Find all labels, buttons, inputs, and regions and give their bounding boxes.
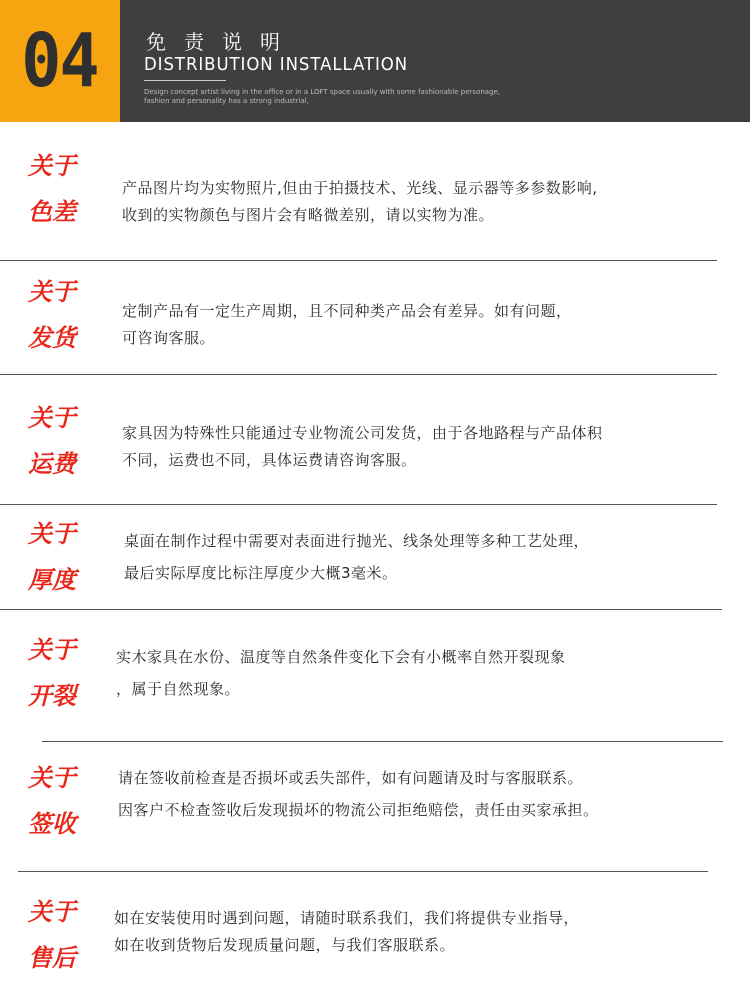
label-color-difference (28, 152, 76, 226)
text-line: 因客户不检查签收后发现损坏的物流公司拒绝赔偿，责任由买家承担。 (118, 801, 599, 819)
label-prefix: 关于 (28, 763, 76, 792)
label-cracking (28, 636, 76, 710)
text-color-difference (122, 175, 598, 229)
text-line: 如在收到货物后发现质量问题，与我们客服联系。 (114, 936, 456, 954)
text-receipt (118, 762, 599, 826)
label-shipping (28, 278, 76, 352)
title-description (144, 88, 614, 106)
text-line: 实木家具在水份、温度等自然条件变化下会有小概率自然开裂现象 (116, 648, 566, 666)
label-prefix: 关于 (28, 635, 76, 664)
text-line: 家具因为特殊性只能通过专业物流公司发货，由于各地路程与产品体积 (122, 424, 603, 442)
text-line: 产品图片均为实物照片,但由于拍摄技术、光线、显示器等多参数影响, (122, 179, 598, 197)
title-chinese: 免责说明 (146, 30, 298, 54)
label-topic: 售后 (28, 943, 76, 972)
label-prefix: 关于 (28, 403, 76, 432)
title-underline (144, 80, 226, 81)
label-prefix: 关于 (28, 519, 76, 548)
description-line-1: Design concept artist living in the office or in a LOFT space usually with some fashionable personage, (144, 88, 501, 96)
text-line: 不同，运费也不同，具体运费请咨询客服。 (122, 451, 417, 469)
label-topic: 运费 (28, 449, 76, 478)
label-prefix: 关于 (28, 897, 76, 926)
text-line: 最后实际厚度比标注厚度少大概3毫米。 (124, 564, 398, 582)
text-line: 定制产品有一定生产周期，且不同种类产品会有差异。如有问题， (122, 302, 572, 320)
label-freight (28, 404, 76, 478)
label-prefix: 关于 (28, 277, 76, 306)
label-topic: 厚度 (28, 565, 76, 594)
header-banner (0, 0, 750, 122)
label-topic: 色差 (28, 197, 76, 226)
divider (0, 374, 717, 375)
text-line: 如在安装使用时遇到问题，请随时联系我们，我们将提供专业指导， (114, 909, 580, 927)
divider (0, 609, 722, 610)
label-topic: 签收 (28, 809, 76, 838)
label-topic: 开裂 (28, 681, 76, 710)
text-line: ，属于自然现象。 (116, 680, 241, 698)
text-after-sales (114, 905, 579, 959)
text-shipping (122, 298, 572, 352)
label-receipt (28, 764, 76, 838)
text-line: 桌面在制作过程中需要对表面进行抛光、线条处理等多种工艺处理， (124, 532, 590, 550)
label-prefix: 关于 (28, 151, 76, 180)
text-cracking (116, 641, 566, 705)
label-thickness (28, 520, 76, 594)
section-number-box (0, 0, 120, 122)
divider (0, 504, 717, 505)
divider (18, 871, 708, 872)
label-topic: 发货 (28, 323, 76, 352)
title-english: DISTRIBUTION INSTALLATION (144, 54, 409, 75)
text-line: 收到的实物颜色与图片会有略微差别，请以实物为准。 (122, 206, 495, 224)
text-thickness (124, 525, 589, 589)
label-after-sales (28, 898, 76, 972)
text-freight (122, 420, 603, 474)
divider (0, 260, 717, 261)
text-line: 可咨询客服。 (122, 329, 216, 347)
section-number: 04 (21, 18, 99, 104)
divider (42, 741, 723, 742)
description-line-2: fashion and personality has a strong industrial, (144, 97, 309, 105)
text-line: 请在签收前检查是否损坏或丢失部件，如有问题请及时与客服联系。 (118, 769, 584, 787)
